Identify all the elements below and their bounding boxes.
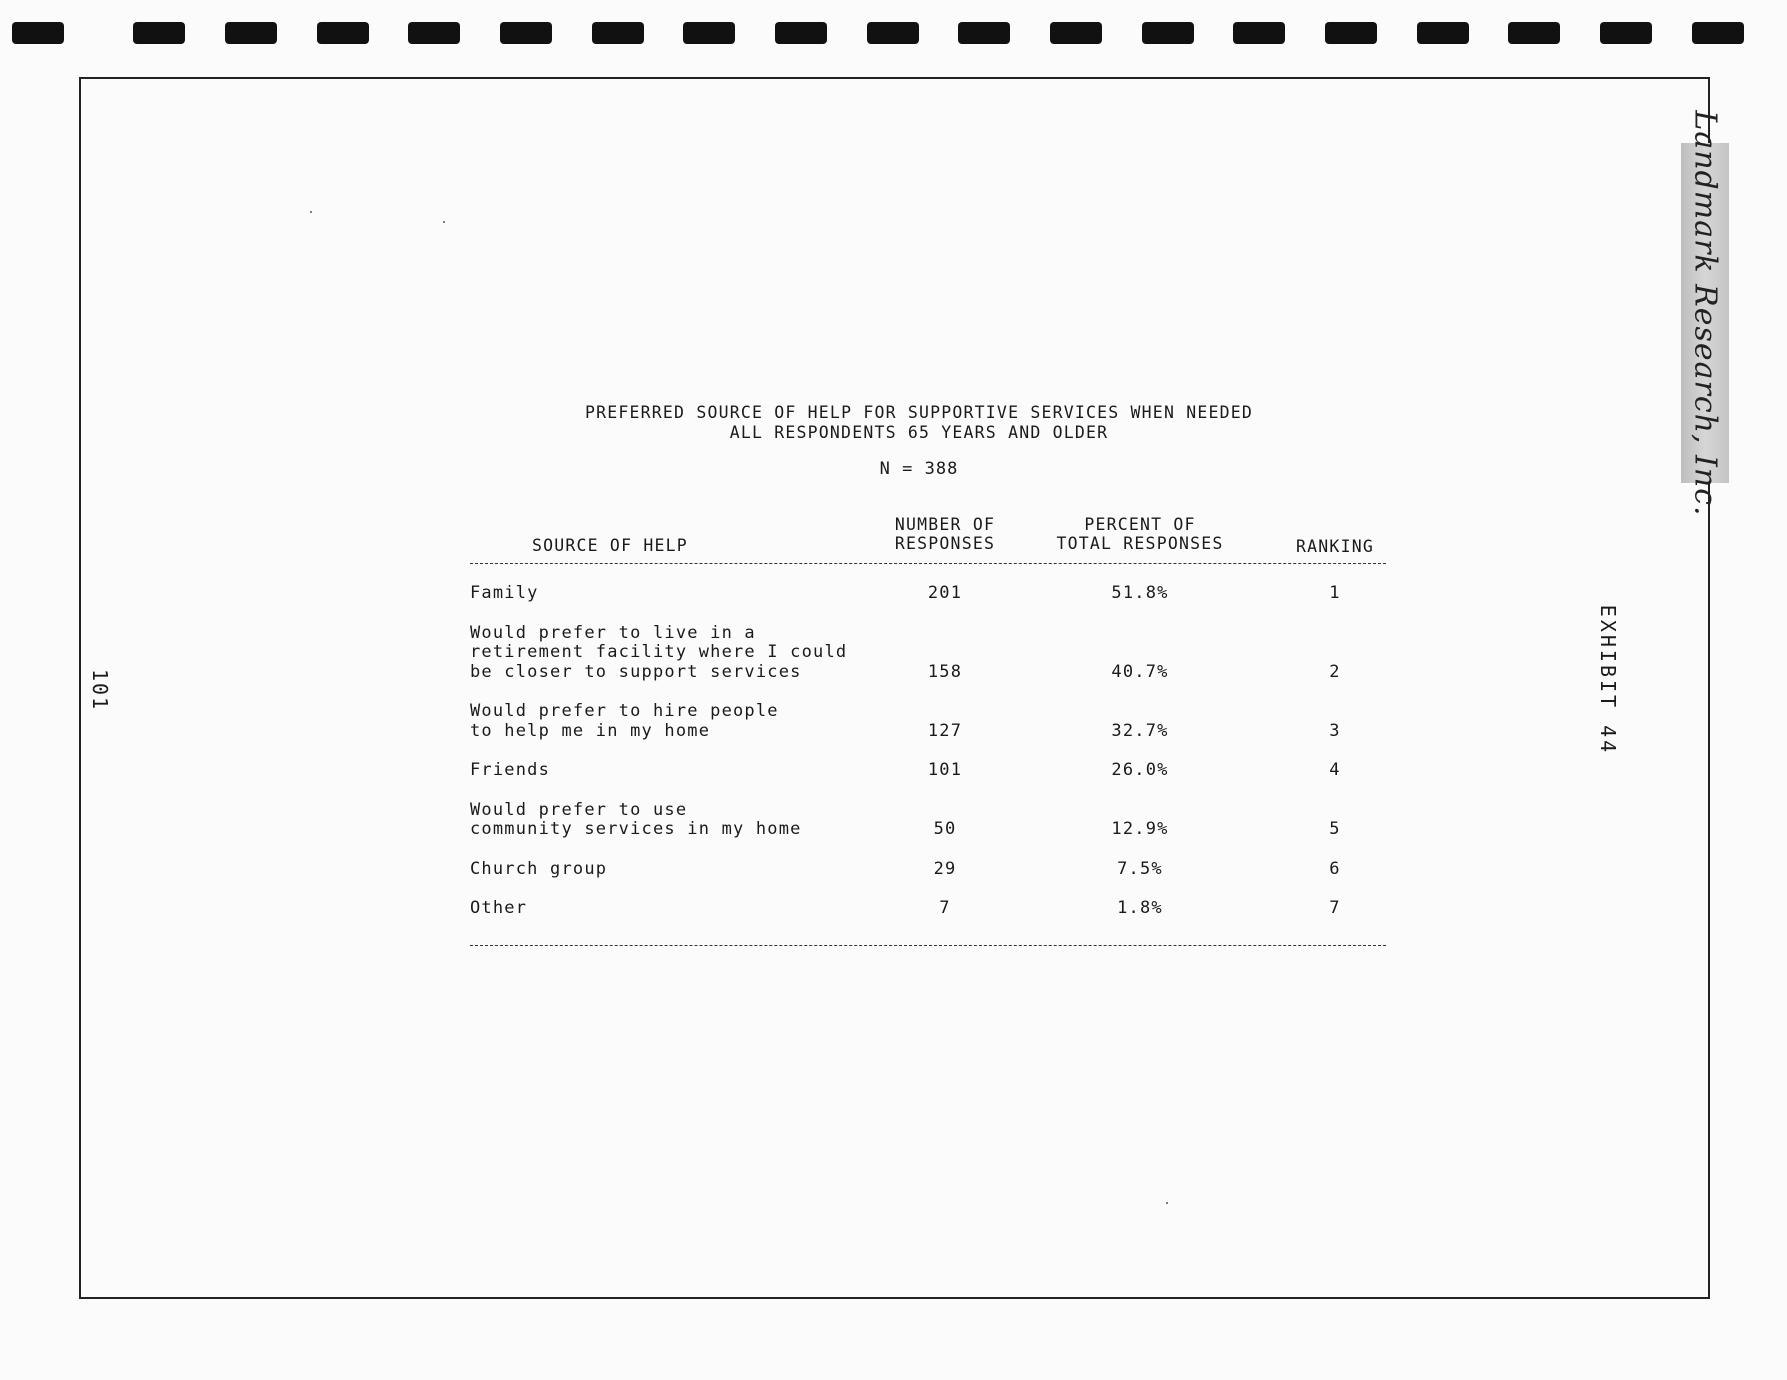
cell-percent: 26.0% xyxy=(1111,760,1169,780)
perforation-hole xyxy=(683,22,735,44)
cell-source: Would prefer to hire people to help me in my home xyxy=(470,701,779,741)
cell-number: 50 xyxy=(933,819,957,839)
perforation-hole xyxy=(225,22,277,44)
cell-ranking: 6 xyxy=(1329,858,1341,879)
cell-source: Would prefer to live in a retirement facility where I could be closer to support services xyxy=(470,622,848,682)
cell-ranking: 3 xyxy=(1329,720,1341,741)
cell-source: Other xyxy=(470,898,528,918)
perforation-hole xyxy=(12,22,64,44)
scan-speck xyxy=(310,211,312,213)
header-divider xyxy=(470,563,1386,564)
table-body xyxy=(470,584,1386,919)
table-row xyxy=(470,761,1386,781)
cell-ranking: 5 xyxy=(1329,819,1341,839)
cell-percent: 12.9% xyxy=(1111,819,1169,839)
perforation-hole xyxy=(775,22,827,44)
header-percent: PERCENT OF TOTAL RESPONSES xyxy=(1056,515,1224,553)
page-number: 101 xyxy=(84,659,116,721)
cell-ranking: 4 xyxy=(1329,760,1341,780)
table-row xyxy=(470,899,1386,919)
perforation-hole xyxy=(1325,22,1377,44)
perforation-hole xyxy=(867,22,919,44)
scan-speck xyxy=(1166,1202,1168,1204)
perforation-hole xyxy=(1600,22,1652,44)
header-number: NUMBER OF RESPONSES xyxy=(894,515,996,553)
cell-ranking: 1 xyxy=(1329,583,1341,603)
perforation-hole xyxy=(958,22,1010,44)
cell-percent: 1.8% xyxy=(1117,898,1163,918)
table-row xyxy=(470,801,1386,840)
perforation-hole xyxy=(592,22,644,44)
company-logo-tab xyxy=(1681,109,1729,517)
cell-percent: 51.8% xyxy=(1111,583,1169,603)
table-header xyxy=(470,515,1386,559)
sample-size: N = 388 xyxy=(879,459,959,479)
cell-source: Friends xyxy=(470,760,551,780)
cell-ranking: 7 xyxy=(1329,898,1341,918)
perforation-strip xyxy=(0,22,1787,48)
report-title-line-2: ALL RESPONDENTS 65 YEARS AND OLDER xyxy=(729,423,1109,442)
perforation-hole xyxy=(500,22,552,44)
cell-number: 127 xyxy=(927,720,963,741)
table-row xyxy=(470,584,1386,604)
cell-percent: 40.7% xyxy=(1111,661,1169,682)
perforation-hole xyxy=(317,22,369,44)
header-source: SOURCE OF HELP xyxy=(532,536,688,555)
perforation-hole xyxy=(1417,22,1469,44)
cell-source: Church group xyxy=(470,858,608,879)
exhibit-table-document xyxy=(470,403,1386,946)
table-row xyxy=(470,702,1386,741)
scan-speck xyxy=(443,221,445,223)
cell-percent: 7.5% xyxy=(1117,858,1163,879)
report-title-line-1: PREFERRED SOURCE OF HELP FOR SUPPORTIVE SERVICES WHEN NEEDED xyxy=(584,403,1254,422)
cell-source: Family xyxy=(470,583,539,603)
perforation-hole xyxy=(1692,22,1744,44)
cell-percent: 32.7% xyxy=(1111,720,1169,741)
perforation-hole xyxy=(408,22,460,44)
footer-divider xyxy=(470,945,1386,946)
perforation-hole xyxy=(1508,22,1560,44)
cell-number: 158 xyxy=(927,661,963,682)
perforation-hole xyxy=(1050,22,1102,44)
perforation-hole xyxy=(1233,22,1285,44)
cell-ranking: 2 xyxy=(1329,661,1341,682)
exhibit-label: EXHIBIT 44 xyxy=(1596,604,1620,756)
table-row xyxy=(470,860,1386,880)
table-row xyxy=(470,624,1386,683)
cell-number: 7 xyxy=(939,898,951,918)
company-logo-text: Landmark Research, Inc. xyxy=(1687,109,1723,517)
header-ranking: RANKING xyxy=(1296,537,1374,556)
cell-number: 201 xyxy=(927,583,963,603)
cell-number: 101 xyxy=(927,760,963,780)
cell-number: 29 xyxy=(933,858,957,879)
perforation-hole xyxy=(133,22,185,44)
cell-source: Would prefer to use community services in my home xyxy=(470,799,802,839)
perforation-hole xyxy=(1142,22,1194,44)
